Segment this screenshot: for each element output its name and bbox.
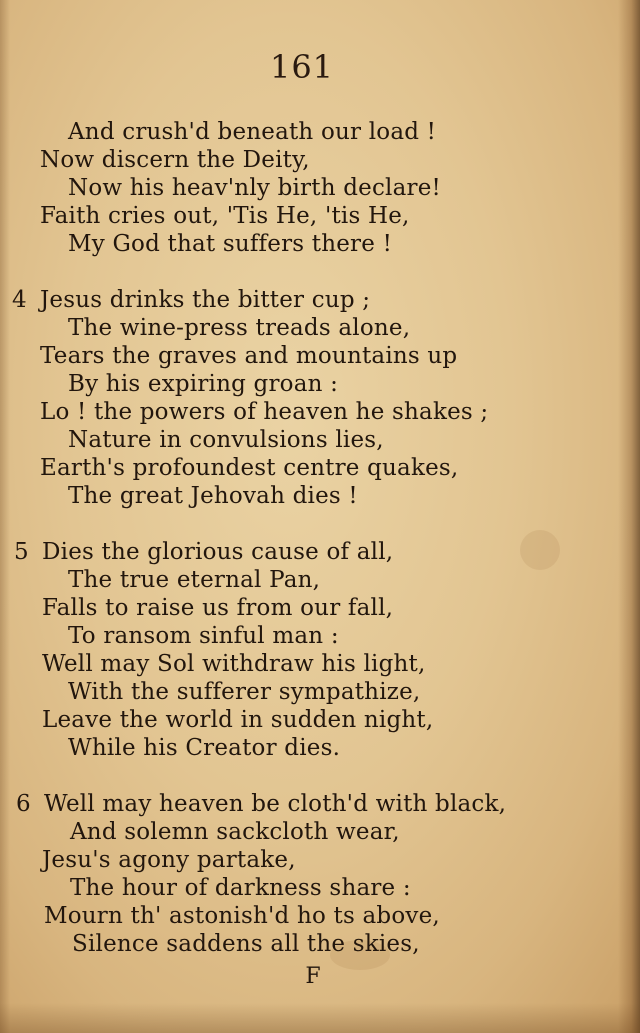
- hymn-line: The wine-press treads alone,: [68, 315, 411, 341]
- hymn-line: While his Creator dies.: [68, 735, 341, 761]
- paper-stain: [520, 530, 560, 570]
- hymn-line: My God that suffers there !: [68, 231, 393, 257]
- page-right-edge: [618, 0, 640, 1033]
- stanza-number: 4: [12, 287, 27, 313]
- hymn-line: Now his heav'nly birth declare!: [68, 175, 441, 201]
- hymn-line: Well may heaven be cloth'd with black,: [44, 791, 507, 817]
- hymn-line: The great Jehovah dies !: [68, 483, 358, 509]
- hymn-line: Nature in convulsions lies,: [68, 427, 384, 453]
- hymn-line: Silence saddens all the skies,: [72, 931, 420, 957]
- hymn-line: Faith cries out, 'Tis He, 'tis He,: [40, 203, 410, 229]
- hymn-line: The true eternal Pan,: [68, 567, 321, 593]
- hymn-line: Earth's profoundest centre quakes,: [40, 455, 459, 481]
- hymn-line: Jesus drinks the bitter cup ;: [40, 287, 371, 313]
- hymn-line: And crush'd beneath our load !: [68, 119, 437, 145]
- signature-mark: F: [305, 964, 321, 989]
- hymn-line: Leave the world in sudden night,: [42, 707, 434, 733]
- hymn-line: Jesu's agony partake,: [42, 847, 296, 873]
- hymn-line: With the sufferer sympathize,: [68, 679, 421, 705]
- hymn-line: Now discern the Deity,: [40, 147, 310, 173]
- stanza-number: 5: [14, 539, 29, 565]
- hymn-line: Well may Sol withdraw his light,: [42, 651, 426, 677]
- stanza-number: 6: [16, 791, 31, 817]
- hymn-line: To ransom sinful man :: [68, 623, 339, 649]
- hymn-line: Dies the glorious cause of all,: [42, 539, 394, 565]
- page-left-shadow: [0, 0, 10, 1033]
- hymn-line: By his expiring groan :: [68, 371, 339, 397]
- hymn-line: Tears the graves and mountains up: [40, 343, 458, 369]
- hymn-line: And solemn sackcloth wear,: [70, 819, 400, 845]
- hymn-line: Falls to raise us from our fall,: [42, 595, 394, 621]
- hymn-line: Mourn th' astonish'd ho ts above,: [44, 903, 440, 929]
- hymn-line: Lo ! the powers of heaven he shakes ;: [40, 399, 489, 425]
- page-number: 161: [269, 48, 335, 86]
- page-bottom-edge: [0, 1003, 640, 1033]
- hymn-line: The hour of darkness share :: [70, 875, 411, 901]
